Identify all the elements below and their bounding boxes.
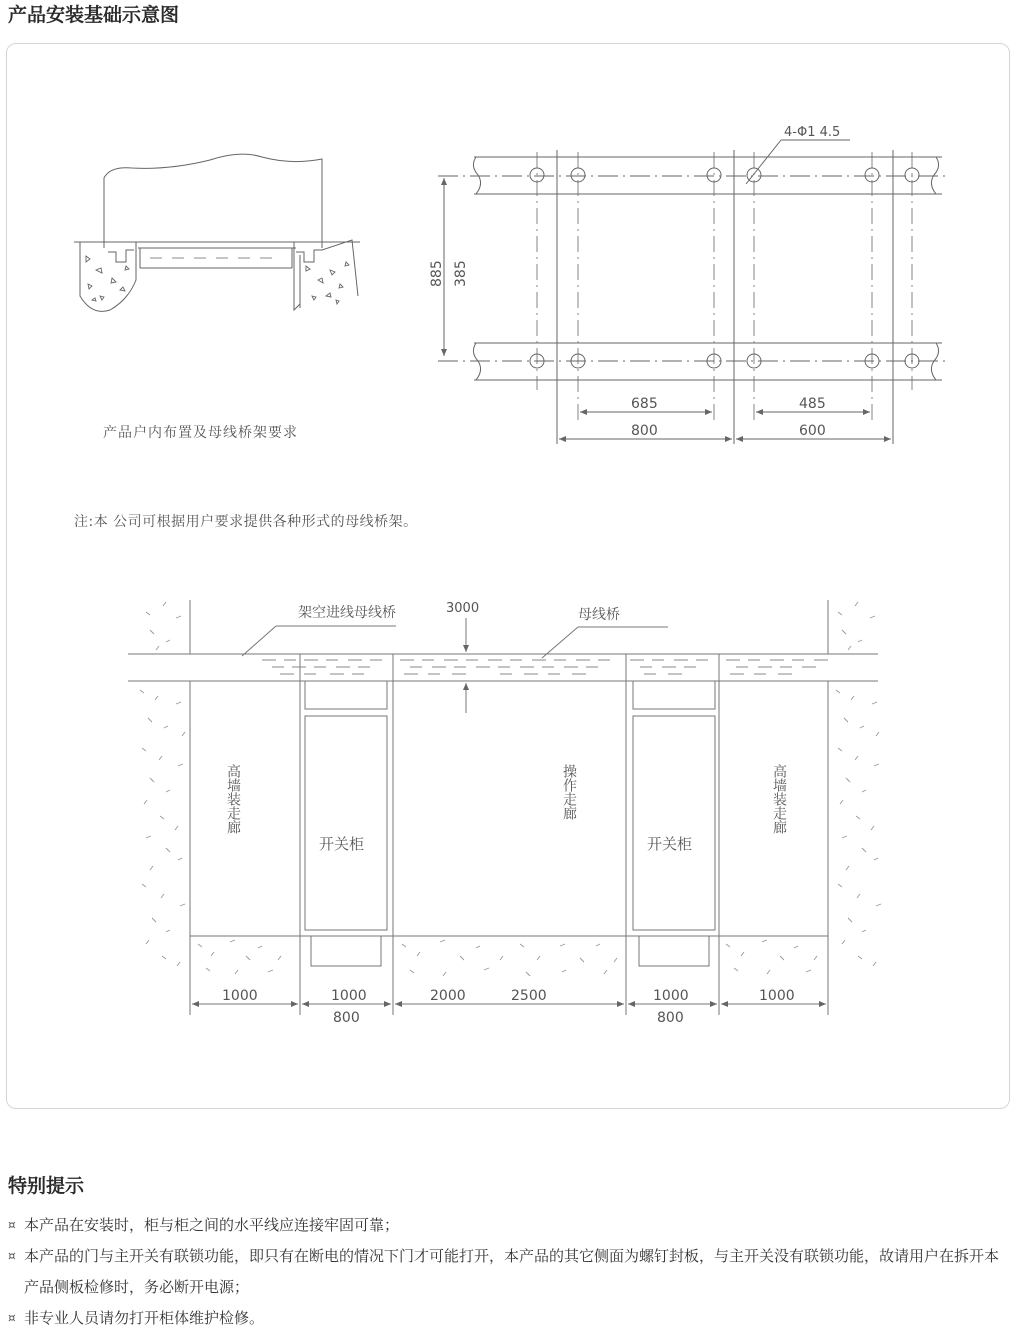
bullet-icon: ¤ — [8, 1218, 16, 1232]
page-title: 产品安装基础示意图 — [8, 4, 180, 26]
dim-385: 385 — [453, 260, 469, 287]
corridor-right-label: 高墙装走廊 — [771, 764, 787, 834]
dim-800: 800 — [631, 423, 658, 439]
layout-caption: 产品户内布置及母线桥架要求 — [103, 425, 298, 441]
height-3000-label: 3000 — [446, 601, 480, 616]
tip-item — [8, 1210, 1008, 1241]
bus-band-hatching — [262, 660, 828, 674]
tips-title: 特别提示 — [8, 1175, 85, 1197]
bus-bridge-plan — [438, 140, 945, 444]
dim-685: 685 — [631, 396, 658, 412]
dim-600: 600 — [799, 423, 826, 439]
switchgear-left-label: 开关柜 — [319, 835, 365, 853]
bus-bridge-note: 注:本 公司可根据用户要求提供各种形式的母线桥架。 — [74, 514, 418, 530]
concrete-texture — [140, 602, 881, 976]
overhead-bus-label: 架空进线母线桥 — [298, 605, 396, 621]
tips-list — [8, 1210, 1008, 1334]
operation-corridor-label: 操作走廊 — [561, 764, 577, 820]
dim-bottom-3b: 2500 — [511, 988, 547, 1004]
corridor-left-label: 高墙装走廊 — [225, 764, 241, 834]
tip-text: 本产品的门与主开关有联锁功能，即只有在断电的情况下门才可能打开，本产品的其它侧面为螺钉封板，与主开关没有联锁功能，故请用户在拆开本产品侧板检修时，务必断开电源； — [24, 1247, 1000, 1296]
hole-spec-label: 4-Φ1 4.5 — [784, 125, 841, 140]
foundation-section-sketch — [74, 154, 360, 311]
bus-bridge-label: 母线桥 — [578, 607, 620, 623]
dim-bottom-2b: 800 — [333, 1010, 360, 1026]
tip-item — [8, 1303, 1008, 1334]
bullet-icon: ¤ — [8, 1249, 16, 1263]
dim-bottom-2: 1000 — [331, 988, 367, 1004]
dim-bottom-4: 1000 — [653, 988, 689, 1004]
tip-text: 本产品在安装时，柜与柜之间的水平线应连接牢固可靠； — [24, 1216, 400, 1234]
dim-bottom-4b: 800 — [657, 1010, 684, 1026]
dim-bottom-5: 1000 — [759, 988, 795, 1004]
tip-item — [8, 1241, 1008, 1303]
dim-bottom-3a: 2000 — [430, 988, 466, 1004]
tip-text: 非专业人员请勿打开柜体维护检修。 — [24, 1309, 265, 1327]
dim-485: 485 — [799, 396, 826, 412]
dim-885: 885 — [429, 260, 445, 287]
switchgear-right-label: 开关柜 — [647, 835, 693, 853]
dim-bottom-1: 1000 — [222, 988, 258, 1004]
bullet-icon: ¤ — [8, 1311, 16, 1325]
